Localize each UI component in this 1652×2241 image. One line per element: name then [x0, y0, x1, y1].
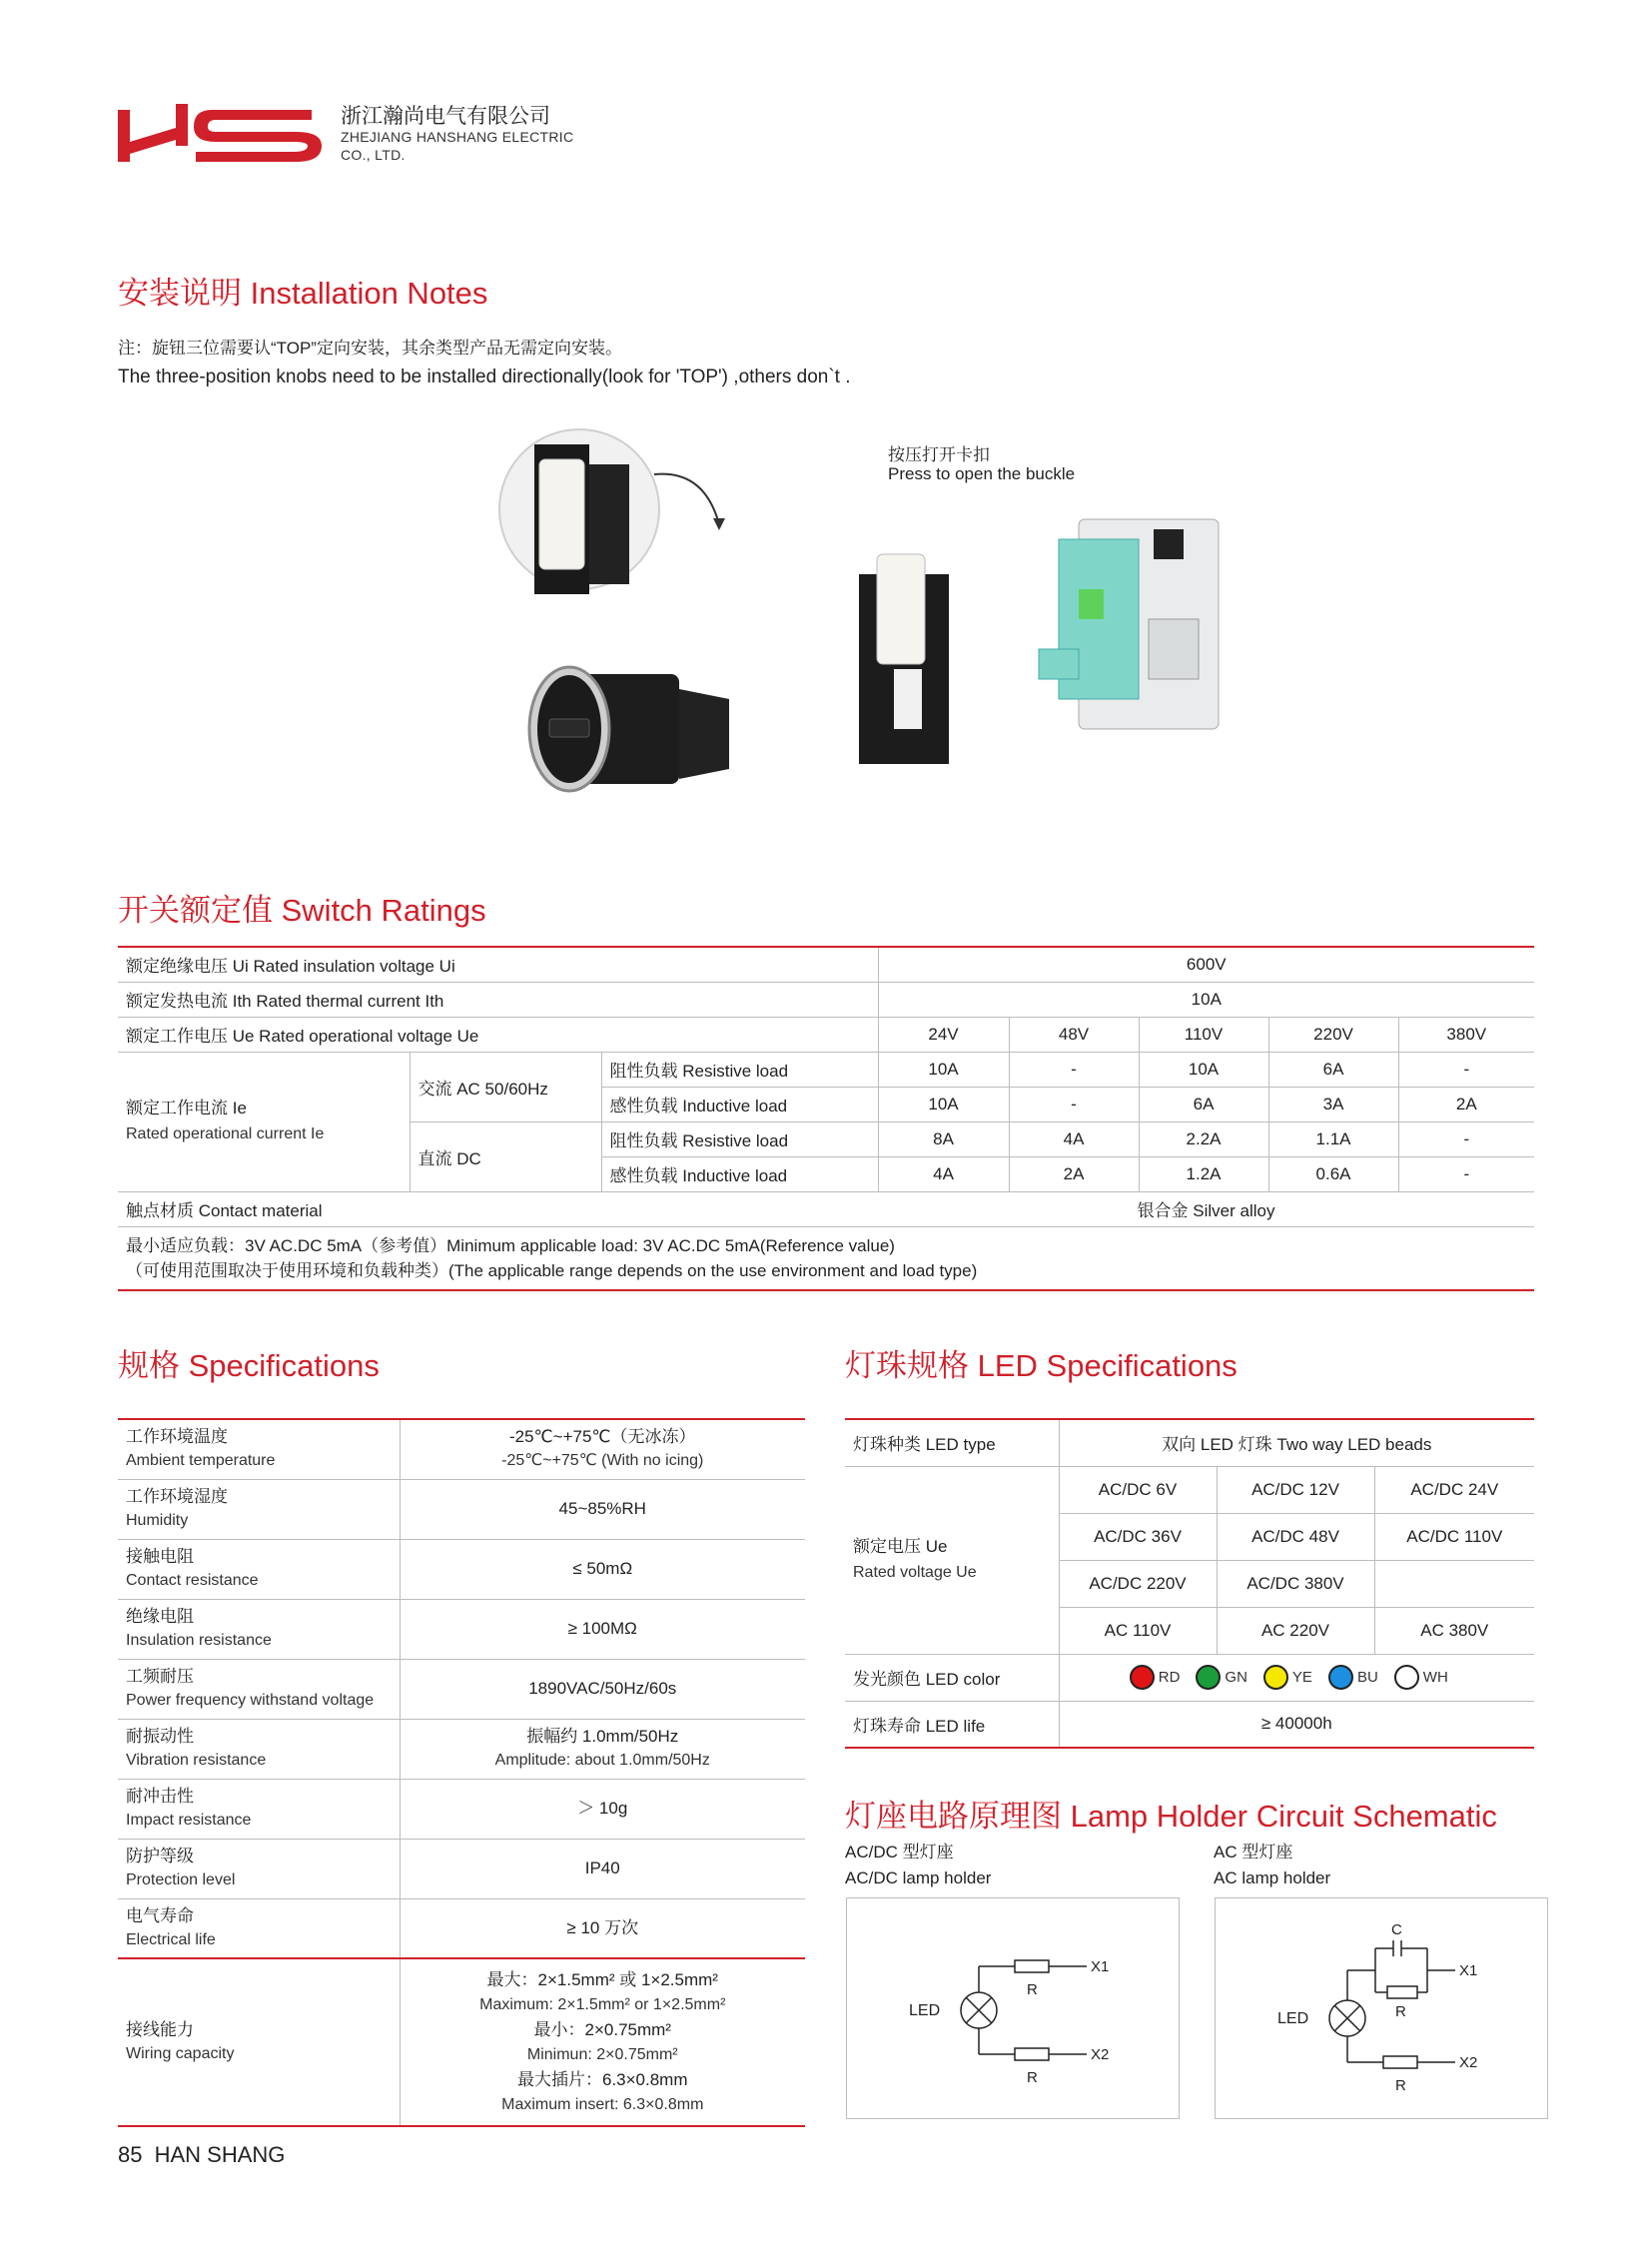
led-color-dot-icon — [1263, 1665, 1288, 1690]
spec-value — [400, 1958, 805, 2126]
value-cell: 4A — [878, 1156, 1009, 1191]
spec-label-cn: 防护等级 — [126, 1847, 194, 1866]
value-cell: 1.1A — [1268, 1121, 1398, 1156]
wiring-line: 最小：2×0.75mm² — [533, 2020, 671, 2039]
spec-row — [118, 1539, 805, 1599]
spec-label-en: Electrical life — [126, 1930, 216, 1948]
led-row-life — [845, 1701, 1534, 1748]
min-load-line-1: 最小适应负载：3V AC.DC 5mA（参考值）Minimum applicable load: 3V AC.DC 5mA(Reference value) — [126, 1235, 895, 1255]
spec-value-secondary: Amplitude: about 1.0mm/50Hz — [494, 1752, 710, 1769]
ac-circuit-diagram — [1216, 1898, 1549, 2120]
led-voltage-cell: AC/DC 110V — [1374, 1513, 1534, 1560]
wiring-line: 最大：2×1.5mm² 或 1×2.5mm² — [486, 1970, 718, 1989]
value-cell: 2A — [1398, 1087, 1534, 1121]
led-voltage-cell: AC/DC 380V — [1217, 1560, 1374, 1607]
spec-value-primary: ≥ 10 万次 — [566, 1917, 639, 1937]
led-voltage-label-cn: 额定电压 Ue — [853, 1537, 948, 1556]
value-cell: 6A — [1139, 1087, 1268, 1121]
company-name-cn: 浙江瀚尚电气有限公司 — [341, 105, 550, 128]
spec-label — [118, 1719, 400, 1779]
row-ac-resistive — [118, 1052, 1534, 1087]
knob-and-contact-block-illustration — [469, 424, 1288, 824]
led-color-code: BU — [1356, 1669, 1378, 1686]
led-color-dot-icon — [1394, 1665, 1419, 1690]
led-voltage-cell: AC/DC 36V — [1059, 1513, 1217, 1560]
thermal-value: 10A — [878, 982, 1534, 1017]
company-name-block — [341, 106, 573, 164]
value-cell: 8A — [878, 1121, 1009, 1156]
led-label: LED — [909, 2002, 941, 2019]
terminal-x1: X1 — [1459, 1962, 1478, 1979]
spec-label-en: Insulation resistance — [126, 1632, 272, 1649]
operational-current-label-cn: 额定工作电流 Ie — [126, 1099, 247, 1118]
led-color-dot-icon — [1130, 1665, 1155, 1690]
spec-label-cn: 工频耐压 — [126, 1667, 194, 1686]
insulation-label: 额定绝缘电压 Ui Rated insulation voltage Ui — [118, 947, 878, 982]
page-footer — [118, 2142, 285, 2168]
acdc-schematic — [846, 1897, 1180, 2119]
led-color-label: 发光颜色 LED color — [845, 1654, 1059, 1701]
operational-voltage-label: 额定工作电压 Ue Rated operational voltage Ue — [118, 1017, 878, 1052]
spec-value-primary: 振幅约 1.0mm/50Hz — [526, 1727, 679, 1746]
spec-row — [118, 1419, 805, 1479]
led-type-value: 双向 LED 灯珠 Two way LED beads — [1059, 1419, 1534, 1466]
led-voltage-cell: AC/DC 24V — [1374, 1466, 1534, 1513]
led-voltage-cell: AC/DC 220V — [1059, 1560, 1217, 1607]
resistor-label: R — [1027, 2069, 1038, 2086]
ac-label: 交流 AC 50/60Hz — [410, 1052, 601, 1121]
row-insulation-voltage — [118, 947, 1534, 982]
value-cell: - — [1398, 1121, 1534, 1156]
voltage-col: 220V — [1268, 1017, 1398, 1052]
acdc-circuit-diagram — [847, 1898, 1181, 2120]
spec-label-en: Protection level — [126, 1871, 236, 1888]
value-cell: 6A — [1268, 1052, 1398, 1087]
led-color-code: RD — [1158, 1669, 1181, 1686]
row-thermal-current — [118, 982, 1534, 1017]
resistor-label: R — [1395, 2003, 1406, 2020]
switch-ratings-table — [118, 946, 1534, 1291]
value-cell: - — [1398, 1052, 1534, 1087]
spec-value-primary: ≤ 50mΩ — [572, 1559, 633, 1578]
spec-label — [118, 1898, 400, 1958]
ac-holder-cn: AC 型灯座 — [1214, 1843, 1293, 1862]
spec-label-cn: 接触电阻 — [126, 1547, 194, 1566]
spec-label-cn: 电气寿命 — [126, 1905, 194, 1925]
spec-label-cn: 耐冲击性 — [126, 1787, 194, 1806]
ratings-title: 开关额定值 Switch Ratings — [118, 893, 486, 928]
spec-label-cn: 绝缘电阻 — [126, 1607, 194, 1626]
spec-value-primary: -25℃~+75℃（无冰冻） — [508, 1427, 696, 1447]
value-cell: - — [1398, 1156, 1534, 1191]
spec-value — [400, 1898, 805, 1958]
led-voltage-cell: AC/DC 12V — [1217, 1466, 1374, 1513]
min-load-note — [118, 1226, 1534, 1290]
insulation-value: 600V — [878, 947, 1534, 982]
operational-current-label — [118, 1052, 410, 1191]
spec-value — [400, 1719, 805, 1779]
led-specifications-table — [845, 1418, 1534, 1749]
led-voltage-cell: AC 220V — [1217, 1607, 1374, 1654]
resistor-label: R — [1027, 1981, 1038, 1998]
value-cell: 10A — [878, 1052, 1009, 1087]
spec-label — [118, 1958, 400, 2126]
spec-label-en: Humidity — [126, 1512, 189, 1529]
value-cell: 10A — [1139, 1052, 1268, 1087]
led-color-swatches — [1059, 1654, 1534, 1701]
thermal-label: 额定发热电流 Ith Rated thermal current Ith — [118, 982, 878, 1017]
voltage-col: 110V — [1139, 1017, 1268, 1052]
led-voltage-cell: AC/DC 6V — [1059, 1466, 1217, 1513]
company-logo — [116, 100, 326, 166]
spec-label-en: Impact resistance — [126, 1812, 252, 1829]
spec-value — [400, 1419, 805, 1479]
value-cell: - — [1009, 1087, 1139, 1121]
led-title: 灯珠规格 LED Specifications — [845, 1348, 1238, 1383]
led-color-code: YE — [1291, 1669, 1312, 1686]
resistor-label: R — [1395, 2077, 1406, 2094]
spec-value-primary: IP40 — [584, 1859, 620, 1877]
wiring-line: Maximum insert: 6.3×0.8mm — [501, 2096, 704, 2113]
led-voltage-cell — [1374, 1560, 1534, 1607]
spec-value — [400, 1479, 805, 1539]
row-contact-material — [118, 1191, 1534, 1226]
spec-value-primary: ≥ 100MΩ — [567, 1619, 637, 1638]
inductive-label: 感性负载 Inductive load — [601, 1087, 878, 1121]
voltage-col: 48V — [1009, 1017, 1139, 1052]
led-label: LED — [1277, 2010, 1309, 2027]
installation-note-en: The three-position knobs need to be installed directionally(look for 'TOP') ,others don`t . — [118, 367, 851, 387]
company-name-en-2: CO., LTD. — [341, 147, 406, 163]
spec-label-cn: 工作环境温度 — [126, 1427, 228, 1447]
row-min-load — [118, 1226, 1534, 1290]
schematic-title: 灯座电路原理图 Lamp Holder Circuit Schematic — [845, 1799, 1497, 1834]
value-cell: 3A — [1268, 1087, 1398, 1121]
led-voltage-label — [845, 1466, 1059, 1654]
value-cell: 2.2A — [1139, 1121, 1268, 1156]
spec-row — [118, 1659, 805, 1719]
spec-row — [118, 1779, 805, 1839]
contact-value: 银合金 Silver alloy — [878, 1191, 1534, 1226]
led-life-label: 灯珠寿命 LED life — [845, 1701, 1059, 1748]
wiring-line: Maximum: 2×1.5mm² or 1×2.5mm² — [479, 1996, 726, 2013]
capacitor-label: C — [1391, 1921, 1402, 1938]
spec-value — [400, 1659, 805, 1719]
spec-label — [118, 1599, 400, 1659]
inductive-label: 感性负载 Inductive load — [601, 1156, 878, 1191]
hs-logo-icon — [116, 100, 326, 166]
led-color-dot-icon — [1196, 1665, 1221, 1690]
value-cell: 0.6A — [1268, 1156, 1398, 1191]
row-operational-voltage — [118, 1017, 1534, 1052]
footer-brand: HAN SHANG — [154, 2142, 286, 2167]
installation-title: 安装说明 Installation Notes — [118, 276, 488, 311]
spec-row — [118, 1719, 805, 1779]
led-color-code: WH — [1422, 1669, 1448, 1686]
spec-label-cn: 工作环境湿度 — [126, 1487, 228, 1506]
installation-note-cn: 注：旋钮三位需要认“TOP”定向安装，其余类型产品无需定向安装。 — [118, 339, 622, 358]
spec-row — [118, 1839, 805, 1898]
led-life-value: ≥ 40000h — [1059, 1701, 1534, 1748]
spec-label-en: Power frequency withstand voltage — [126, 1692, 375, 1709]
led-row-type — [845, 1419, 1534, 1466]
spec-label — [118, 1659, 400, 1719]
spec-value-primary: 1890VAC/50Hz/60s — [528, 1679, 677, 1698]
terminal-x1: X1 — [1091, 1958, 1110, 1975]
led-voltage-cell: AC 110V — [1059, 1607, 1217, 1654]
operational-current-label-en: Rated operational current Ie — [126, 1125, 325, 1142]
led-voltage-cell: AC 380V — [1374, 1607, 1534, 1654]
value-cell: 1.2A — [1139, 1156, 1268, 1191]
spec-row — [118, 1479, 805, 1539]
resistive-label: 阻性负载 Resistive load — [601, 1052, 878, 1087]
spec-label — [118, 1839, 400, 1898]
spec-value — [400, 1599, 805, 1659]
company-name-en-1: ZHEJIANG HANSHANG ELECTRIC — [341, 129, 574, 145]
led-type-label: 灯珠种类 LED type — [845, 1419, 1059, 1466]
spec-row — [118, 1898, 805, 1958]
wiring-line: 最大插片：6.3×0.8mm — [516, 2070, 688, 2089]
ac-schematic — [1215, 1897, 1548, 2119]
spec-label-en: Ambient temperature — [126, 1452, 276, 1470]
spec-label — [118, 1419, 400, 1479]
spec-label-en: Contact resistance — [126, 1572, 259, 1589]
spec-row-wiring — [118, 1958, 805, 2126]
callout-en: Press to open the buckle — [888, 464, 1076, 483]
resistive-label: 阻性负载 Resistive load — [601, 1121, 878, 1156]
spec-value-primary: ＞ 10g — [577, 1799, 628, 1818]
led-voltage-label-en: Rated voltage Ue — [853, 1564, 977, 1581]
led-voltage-cell: AC/DC 48V — [1217, 1513, 1374, 1560]
spec-value — [400, 1779, 805, 1839]
spec-label-cn: 耐振动性 — [126, 1727, 194, 1746]
spec-label — [118, 1539, 400, 1599]
spec-label-en: Vibration resistance — [126, 1752, 267, 1769]
led-color-dot-icon — [1328, 1665, 1353, 1690]
led-row-color — [845, 1654, 1534, 1701]
value-cell: 2A — [1009, 1156, 1139, 1191]
terminal-x2: X2 — [1091, 2046, 1110, 2063]
led-color-code: GN — [1225, 1669, 1247, 1686]
contact-label: 触点材质 Contact material — [118, 1191, 878, 1226]
value-cell: - — [1009, 1052, 1139, 1087]
ac-holder-en: AC lamp holder — [1214, 1868, 1331, 1887]
voltage-col: 24V — [878, 1017, 1009, 1052]
acdc-holder-cn: AC/DC 型灯座 — [845, 1843, 954, 1862]
spec-row — [118, 1599, 805, 1659]
spec-label — [118, 1479, 400, 1539]
value-cell: 10A — [878, 1087, 1009, 1121]
page-number: 85 — [118, 2142, 143, 2167]
specs-title: 规格 Specifications — [118, 1348, 380, 1383]
callout-cn: 按压打开卡扣 — [888, 445, 990, 464]
spec-value — [400, 1839, 805, 1898]
voltage-col: 380V — [1398, 1017, 1534, 1052]
dc-label: 直流 DC — [410, 1121, 601, 1191]
terminal-x2: X2 — [1459, 2054, 1478, 2071]
led-row-voltage — [845, 1466, 1534, 1513]
installation-illustration — [469, 424, 1288, 824]
spec-value-secondary: -25℃~+75℃ (With no icing) — [501, 1452, 704, 1470]
min-load-line-2: （可使用范围取决于使用环境和负载种类）(The applicable range depends on the use environment and load type) — [126, 1260, 978, 1280]
wiring-line: Minimun: 2×0.75mm² — [526, 2046, 678, 2063]
spec-label-en: Wiring capacity — [126, 2045, 235, 2062]
spec-value — [400, 1539, 805, 1599]
spec-label — [118, 1779, 400, 1839]
specifications-table — [118, 1418, 805, 2127]
acdc-holder-en: AC/DC lamp holder — [845, 1868, 992, 1887]
value-cell: 4A — [1009, 1121, 1139, 1156]
spec-value-primary: 45~85%RH — [558, 1499, 646, 1518]
spec-label-cn: 接线能力 — [126, 2020, 194, 2039]
